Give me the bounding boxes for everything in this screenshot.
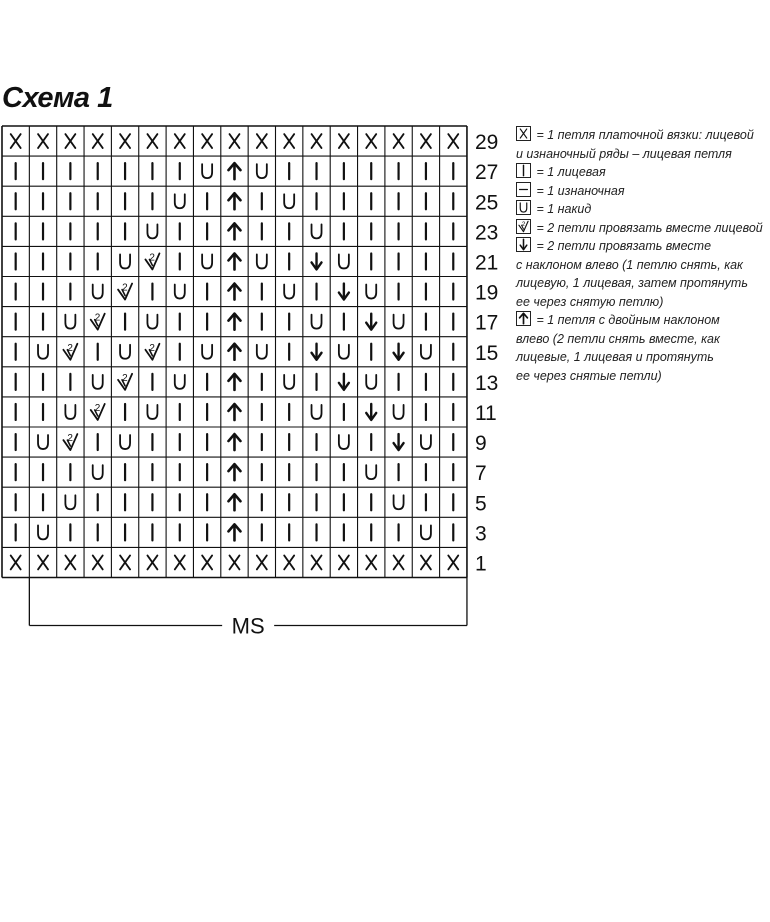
stitch-garter-icon <box>11 555 21 569</box>
svg-text:2: 2 <box>149 342 155 354</box>
stitch-yarn-over-icon <box>120 435 130 449</box>
row-number: 1 <box>474 552 487 576</box>
stitch-garter-icon <box>202 134 212 148</box>
row-number: 19 <box>474 281 499 305</box>
stitch-ssk-icon <box>339 374 349 390</box>
stitch-yarn-over-icon <box>257 345 267 359</box>
stitch-k2tog-icon <box>63 433 77 450</box>
svg-text:2: 2 <box>67 433 73 445</box>
stitch-double-decrease-icon <box>228 253 240 269</box>
repeat-bracket <box>29 578 467 639</box>
stitch-double-decrease-icon <box>228 314 240 330</box>
chart-row-17 <box>16 313 454 330</box>
stitch-yarn-over-icon <box>147 315 157 329</box>
stitch-yarn-over-icon <box>421 525 431 539</box>
legend-entry <box>516 200 766 219</box>
row-number: 23 <box>474 221 499 245</box>
legend-text: ее через снятые петли) <box>516 368 662 383</box>
stitch-double-decrease-icon <box>228 434 240 450</box>
chart-row-23 <box>16 223 454 239</box>
stitch-garter-icon <box>38 134 48 148</box>
chart-row-29 <box>11 134 459 148</box>
stitch-k2tog-icon <box>63 343 77 360</box>
stitch-garter-icon <box>312 134 322 148</box>
stitch-yarn-over-icon <box>175 285 185 299</box>
stitch-yarn-over-icon <box>120 345 130 359</box>
stitch-k2tog-icon <box>118 373 132 390</box>
stitch-double-decrease-icon <box>228 524 240 540</box>
chart-row-15 <box>16 343 454 360</box>
stitch-yarn-over-icon <box>394 405 404 419</box>
stitch-yarn-over-icon <box>38 435 48 449</box>
chart-row-25 <box>16 193 454 209</box>
stitch-yarn-over-icon <box>202 345 212 359</box>
legend <box>516 126 766 385</box>
stitch-yarn-over-icon <box>312 224 322 238</box>
stitch-garter-icon <box>175 134 185 148</box>
stitch-yarn-over-icon <box>366 465 376 479</box>
chart-row-9 <box>16 433 454 450</box>
stitch-yarn-over-icon <box>93 375 103 389</box>
legend-text: влево (2 петли снять вместе, как <box>516 331 720 346</box>
stitch-yarn-over-icon <box>65 315 75 329</box>
legend-text: = 2 петли провязать вместе <box>536 239 712 253</box>
stitch-garter-icon <box>284 555 294 569</box>
stitch-yarn-over-icon <box>312 405 322 419</box>
stitch-yarn-over-icon <box>394 495 404 509</box>
chart-row-5 <box>16 494 454 510</box>
stitch-garter-icon <box>65 134 75 148</box>
stitch-garter-icon <box>366 555 376 569</box>
svg-text:2: 2 <box>67 342 73 354</box>
row-number: 29 <box>474 131 499 155</box>
stitch-garter-icon <box>284 134 294 148</box>
stitch-yarn-over-icon <box>202 164 212 178</box>
stitch-garter-icon <box>339 555 349 569</box>
stitch-yarn-over-icon <box>93 285 103 299</box>
stitch-double-decrease-icon <box>228 464 240 480</box>
row-number: 15 <box>474 341 499 365</box>
stitch-yarn-over-icon <box>339 254 349 268</box>
stitch-double-decrease-icon <box>228 374 240 390</box>
purl-icon <box>516 182 531 197</box>
chart-row-7 <box>16 464 454 480</box>
legend-text: = 1 изнаночная <box>536 183 625 198</box>
stitch-yarn-over-icon <box>339 345 349 359</box>
stitch-double-decrease-icon <box>228 223 240 239</box>
stitch-garter-icon <box>257 555 267 569</box>
stitch-ssk-icon <box>312 344 322 360</box>
legend-entry <box>516 311 766 385</box>
chart-row-13 <box>16 373 454 390</box>
stitch-garter-icon <box>394 555 404 569</box>
stitch-garter-icon <box>421 134 431 148</box>
stitch-garter-icon <box>229 134 239 148</box>
stitch-garter-icon <box>147 555 157 569</box>
stitch-ssk-icon <box>394 344 404 360</box>
row-number: 27 <box>474 161 499 185</box>
stitch-ssk-icon <box>366 404 376 420</box>
row-number: 17 <box>474 311 499 335</box>
stitch-garter-icon <box>312 555 322 569</box>
legend-entry <box>516 219 766 238</box>
stitch-ssk-icon <box>312 253 322 269</box>
svg-text:2: 2 <box>521 220 526 228</box>
stitch-garter-icon <box>11 134 21 148</box>
row-number: 7 <box>474 462 487 486</box>
legend-text: = 1 лицевая <box>536 165 606 179</box>
chart-title: Схема 1 <box>2 82 113 114</box>
stitch-yarn-over-icon <box>257 254 267 268</box>
stitch-yarn-over-icon <box>38 345 48 359</box>
row-number: 5 <box>474 492 487 516</box>
legend-text: = 2 петли провязать вместе лицевой <box>536 220 763 235</box>
svg-text:2: 2 <box>122 282 128 294</box>
stitch-double-decrease-icon <box>228 344 240 360</box>
double-decrease-icon <box>516 311 531 326</box>
stitch-k2tog-icon <box>91 403 105 420</box>
stitch-yarn-over-icon <box>65 405 75 419</box>
stitch-garter-icon <box>120 134 130 148</box>
svg-text:2: 2 <box>94 312 101 324</box>
legend-text: ее через снятую петлю) <box>516 294 664 309</box>
stitch-ssk-icon <box>394 434 404 450</box>
stitch-yarn-over-icon <box>394 315 404 329</box>
stitch-garter-icon <box>339 134 349 148</box>
stitch-ssk-icon <box>366 314 376 330</box>
stitch-double-decrease-icon <box>228 404 240 420</box>
stitch-k2tog-icon <box>91 313 105 330</box>
k2tog-icon <box>516 219 531 234</box>
chart-row-27 <box>16 163 454 179</box>
stitch-garter-icon <box>93 134 103 148</box>
legend-entry <box>516 126 766 163</box>
legend-text: и изнаночный ряды – лицевая петля <box>516 146 732 161</box>
stitch-k2tog-icon <box>145 252 159 269</box>
stitch-yarn-over-icon <box>257 164 267 178</box>
stitch-yarn-over-icon <box>65 495 75 509</box>
repeat-label: MS <box>231 613 265 639</box>
legend-text: лицевую, 1 лицевая, затем протянуть <box>516 276 748 290</box>
stitch-k2tog-icon <box>145 343 159 360</box>
row-number: 13 <box>474 371 499 395</box>
legend-entry <box>516 163 766 182</box>
chart-row-19 <box>16 283 454 300</box>
stitch-garter-icon <box>202 555 212 569</box>
stitch-yarn-over-icon <box>284 375 294 389</box>
stitch-yarn-over-icon <box>421 435 431 449</box>
stitch-garter-icon <box>229 555 239 569</box>
stitch-yarn-over-icon <box>93 465 103 479</box>
stitch-yarn-over-icon <box>284 285 294 299</box>
svg-text:2: 2 <box>94 402 101 414</box>
yarn-over-icon <box>516 200 531 215</box>
stitch-yarn-over-icon <box>38 525 48 539</box>
stitch-garter-icon <box>366 134 376 148</box>
stitch-garter-icon <box>175 555 185 569</box>
stitch-yarn-over-icon <box>175 194 185 208</box>
row-number: 3 <box>474 522 487 546</box>
stitch-yarn-over-icon <box>421 345 431 359</box>
stitch-garter-icon <box>120 555 130 569</box>
stitch-garter-icon <box>448 555 458 569</box>
svg-text:2: 2 <box>122 372 128 384</box>
stitch-garter-icon <box>421 555 431 569</box>
stitch-yarn-over-icon <box>366 285 376 299</box>
stitch-ssk-icon <box>339 284 349 300</box>
stitch-garter-icon <box>93 555 103 569</box>
stitch-yarn-over-icon <box>284 194 294 208</box>
stitch-garter-icon <box>448 134 458 148</box>
stitch-yarn-over-icon <box>147 224 157 238</box>
stitch-yarn-over-icon <box>339 435 349 449</box>
stitch-garter-icon <box>65 555 75 569</box>
chart-row-3 <box>16 524 454 540</box>
legend-text: с наклоном влево (1 петлю снять, как <box>516 257 743 272</box>
chart-row-21 <box>16 252 454 269</box>
legend-text: = 1 петля платочной вязки: лицевой <box>536 128 754 142</box>
stitch-yarn-over-icon <box>147 405 157 419</box>
stitch-garter-icon <box>394 134 404 148</box>
svg-text:2: 2 <box>149 252 155 264</box>
stitch-double-decrease-icon <box>228 494 240 510</box>
row-number: 9 <box>474 432 487 456</box>
stitch-double-decrease-icon <box>228 193 240 209</box>
stitch-garter-icon <box>147 134 157 148</box>
ssk-icon <box>516 237 531 252</box>
chart-row-1 <box>11 555 459 569</box>
garter-icon <box>516 126 531 141</box>
stitch-garter-icon <box>38 555 48 569</box>
row-number: 25 <box>474 191 499 215</box>
stitch-k2tog-icon <box>118 283 132 300</box>
legend-text: лицевые, 1 лицевая и протянуть <box>516 350 714 364</box>
stitch-yarn-over-icon <box>175 375 185 389</box>
stitch-yarn-over-icon <box>312 315 322 329</box>
legend-entry <box>516 182 766 201</box>
stitch-yarn-over-icon <box>202 254 212 268</box>
knit-icon <box>516 163 531 178</box>
stitch-garter-icon <box>257 134 267 148</box>
stitch-double-decrease-icon <box>228 163 240 179</box>
stitch-yarn-over-icon <box>366 375 376 389</box>
legend-text: = 1 петля с двойным наклоном <box>536 313 720 327</box>
legend-entry <box>516 237 766 311</box>
chart-row-11 <box>16 403 454 420</box>
legend-text: = 1 накид <box>536 202 592 216</box>
row-number: 21 <box>474 251 499 275</box>
stitch-yarn-over-icon <box>120 254 130 268</box>
stitch-double-decrease-icon <box>228 284 240 300</box>
row-number: 11 <box>474 401 497 425</box>
